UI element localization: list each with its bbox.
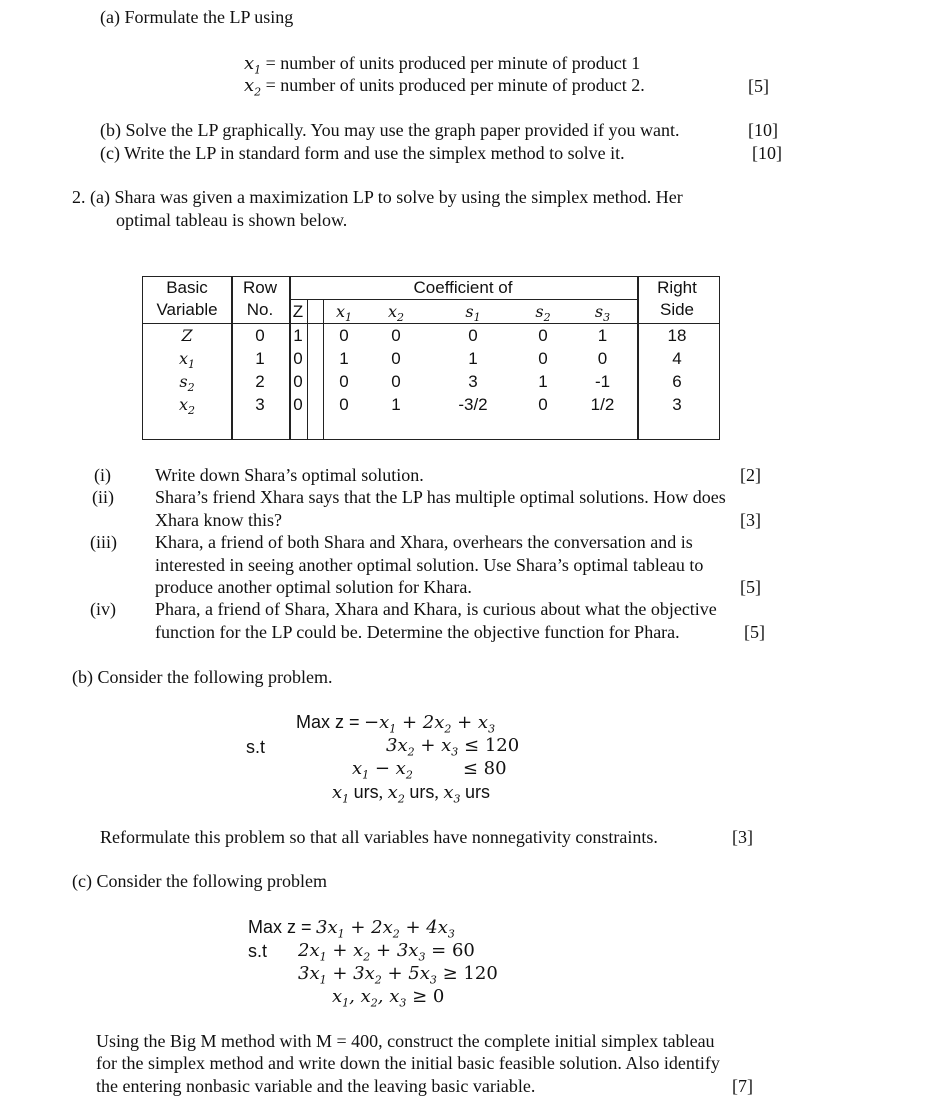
- q2-intro-line1: 2. (a) Shara was given a maximization LP to solve by using the simplex method. Her: [72, 187, 683, 207]
- header-right: Right: [657, 278, 697, 297]
- cell-s3: 1/2: [590, 395, 615, 414]
- q2b-marks: [3]: [732, 827, 753, 847]
- q2b-urs: $x_1$ urs, $x_2$ urs, $x_3$ urs: [332, 782, 491, 806]
- cell-x2: 0: [391, 372, 401, 391]
- col-header-x1: $x_1$: [335, 302, 353, 325]
- q2c-line3: the entering nonbasic variable and the leaving basic variable.: [96, 1076, 536, 1096]
- q2c-line2: for the simplex method and write down the initial basic feasible solution. Also identify: [96, 1053, 720, 1073]
- q1b-marks: [10]: [748, 120, 778, 140]
- cell-rowno: 3: [255, 395, 265, 414]
- basic-var-x2: $x_2$: [178, 395, 196, 418]
- q1a-marks: [5]: [748, 76, 769, 96]
- basic-var-s2: $s_2$: [179, 372, 195, 395]
- part-iii-line1: Khara, a friend of both Shara and Xhara, overhears the conversation and is: [155, 532, 693, 552]
- cell-s3: -1: [594, 372, 611, 391]
- header-no: No.: [246, 300, 274, 319]
- cell-s2: 0: [538, 326, 548, 345]
- q2b-constraint1: $3x_2 + x_3 \le 120$: [386, 735, 520, 759]
- header-side: Side: [659, 300, 695, 319]
- q1a-text: (a) Formulate the LP using: [100, 7, 294, 27]
- q1c-marks: [10]: [752, 143, 782, 163]
- q2-intro-line2: optimal tableau is shown below.: [116, 210, 348, 230]
- part-iii-line2: interested in seeing another optimal solution. Use Shara’s optimal tableau to: [155, 555, 704, 575]
- cell-rowno: 2: [255, 372, 265, 391]
- q2c-objective: Max $z = 3x_1 + 2x_2 + 4x_3$: [248, 917, 455, 941]
- cell-s1: 1: [468, 349, 478, 368]
- part-iv-label: (iv): [90, 599, 116, 619]
- q1b-text: (b) Solve the LP graphically. You may use the graph paper provided if you want.: [100, 120, 680, 140]
- cell-s2: 1: [538, 372, 548, 391]
- def-x2: $x_2$ = number of units produced per minute of product 2.: [244, 75, 645, 99]
- cell-z: 0: [293, 372, 303, 391]
- q2b-text: (b) Consider the following problem.: [72, 667, 333, 687]
- q2b-reformulate: Reformulate this problem so that all variables have nonnegativity constraints.: [100, 827, 658, 847]
- col-header-s2: $s_2$: [535, 302, 551, 325]
- part-i-label: (i): [94, 465, 111, 485]
- cell-z: 0: [293, 395, 303, 414]
- cell-x2: 0: [391, 326, 401, 345]
- cell-rowno: 1: [255, 349, 265, 368]
- q2c-constraint1: $2x_1 + x_2 + 3x_3 = 60$: [298, 940, 475, 964]
- cell-s1: 3: [468, 372, 478, 391]
- q2c-st: s.t: [248, 941, 268, 961]
- part-ii-line1: Shara’s friend Xhara says that the LP has multiple optimal solutions. How does: [155, 487, 726, 507]
- cell-s1: 0: [468, 326, 478, 345]
- basic-var-x1: $x_1$: [178, 349, 196, 372]
- col-header-s1: $s_1$: [465, 302, 481, 325]
- def-x1: $x_1$ = number of units produced per minute of product 1: [244, 53, 641, 77]
- cell-rhs: 4: [672, 349, 682, 368]
- q2b-st: s.t: [246, 737, 266, 757]
- cell-rhs: 18: [667, 326, 687, 345]
- q2c-nonneg: $x_1$, $x_2$, $x_3 \ge 0$: [332, 986, 445, 1010]
- optimal-tableau: [142, 276, 720, 440]
- part-i-line1: Write down Shara’s optimal solution.: [155, 465, 424, 485]
- cell-z: 1: [293, 326, 303, 345]
- part-iv-line1: Phara, a friend of Shara, Xhara and Khara, is curious about what the objective: [155, 599, 717, 619]
- part-ii-label: (ii): [92, 487, 114, 507]
- part-iii-label: (iii): [90, 532, 117, 552]
- header-coefficient-of: Coefficient of: [413, 278, 513, 297]
- col-header-x2: $x_2$: [387, 302, 405, 325]
- basic-var-z: Z: [181, 326, 193, 345]
- cell-s3: 1: [597, 326, 608, 345]
- cell-s1: -3/2: [458, 395, 488, 414]
- cell-x1: 0: [339, 372, 349, 391]
- cell-x2: 0: [391, 349, 401, 368]
- q2c-line1: Using the Big M method with M = 400, construct the complete initial simplex tableau: [96, 1031, 715, 1051]
- cell-rhs: 3: [672, 395, 682, 414]
- q1c-text: (c) Write the LP in standard form and use the simplex method to solve it.: [100, 143, 625, 163]
- cell-s2: 0: [538, 349, 548, 368]
- cell-rhs: 6: [672, 372, 682, 391]
- q2c-marks: [7]: [732, 1076, 753, 1096]
- part-ii-line2: Xhara know this?: [155, 510, 282, 530]
- part-ii-marks: [3]: [740, 510, 761, 530]
- q2c-text: (c) Consider the following problem: [72, 871, 327, 891]
- part-iii-marks: [5]: [740, 577, 761, 597]
- part-i-marks: [2]: [740, 465, 761, 485]
- q2b-constraint2: $x_1 - x_2 \le 80$: [352, 758, 507, 782]
- part-iv-line2: function for the LP could be. Determine the objective function for Phara.: [155, 622, 680, 642]
- cell-z: 0: [293, 349, 303, 368]
- cell-rowno: 0: [255, 326, 265, 345]
- cell-s2: 0: [538, 395, 548, 414]
- header-basic: Basic: [166, 278, 208, 297]
- q2c-constraint2: $3x_1 + 3x_2 + 5x_3 \ge 120$: [298, 963, 498, 987]
- cell-x1: 0: [339, 395, 349, 414]
- col-header-z: Z: [292, 302, 304, 321]
- cell-s3: 0: [597, 349, 608, 368]
- cell-x1: 1: [339, 349, 349, 368]
- cell-x2: 1: [391, 395, 401, 414]
- cell-x1: 0: [339, 326, 349, 345]
- part-iv-marks: [5]: [744, 622, 765, 642]
- header-row: Row: [242, 278, 277, 297]
- q2b-objective: Max $z = -x_1 + 2x_2 + x_3$: [296, 712, 496, 736]
- col-header-s3: $s_3$: [594, 302, 611, 325]
- part-iii-line3: produce another optimal solution for Khara.: [155, 577, 472, 597]
- header-variable: Variable: [156, 300, 218, 319]
